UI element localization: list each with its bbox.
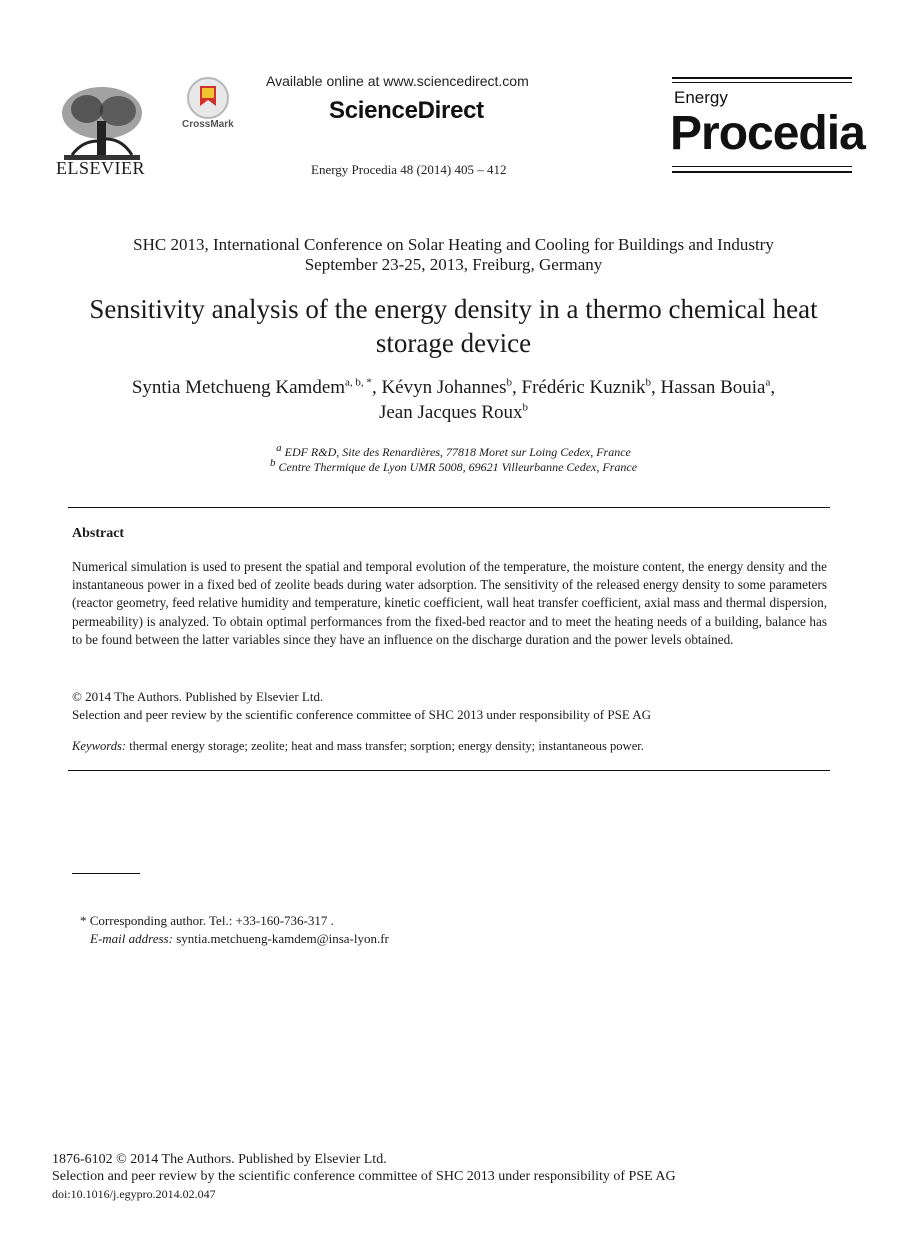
paper-title-continued: storage device xyxy=(375,328,532,358)
author-affiliation-marker: a, b, * xyxy=(345,376,372,389)
affiliation xyxy=(0,442,907,460)
keywords-list: thermal energy storage; zeolite; heat and mass transfer; sorption; energy density; instantaneous power. xyxy=(126,739,644,753)
email-label: E-mail address: xyxy=(90,931,173,946)
journal-logo-rule xyxy=(672,77,852,79)
conference-date-line: September 23-25, 2013, Freiburg, Germany xyxy=(304,255,603,274)
abstract-heading: Abstract xyxy=(72,526,125,541)
author-separator: , xyxy=(512,377,522,398)
keywords-label: Keywords: xyxy=(72,739,127,753)
author-separator: , xyxy=(371,377,382,398)
publisher-name: ELSEVIER xyxy=(56,158,145,178)
author-name: Frédéric Kuznik xyxy=(521,377,646,398)
crossmark-label: CrossMark xyxy=(182,119,234,130)
sciencedirect-logo: ScienceDirect xyxy=(329,97,484,124)
footer-doi[interactable]: doi:10.1016/j.egypro.2014.02.047 xyxy=(52,1187,216,1201)
author-affiliation-marker: b xyxy=(522,401,529,414)
journal-logo-rule xyxy=(672,166,852,167)
email-note xyxy=(90,931,389,947)
section-divider xyxy=(68,507,830,508)
footer-peer-review: Selection and peer review by the scientific conference committee of SHC 2013 under responsibility of PSE AG xyxy=(52,1169,676,1184)
journal-logo-rule xyxy=(672,82,852,83)
footnote-rule xyxy=(72,873,140,874)
authors-line xyxy=(0,377,907,399)
available-online-link[interactable]: Available online at www.sciencedirect.com xyxy=(266,73,529,89)
section-divider xyxy=(68,770,830,771)
journal-logo-big: Procedia xyxy=(670,107,865,160)
footer-issn-copyright: 1876-6102 © 2014 The Authors. Published by Elsevier Ltd. xyxy=(52,1152,387,1167)
journal-logo-rule xyxy=(672,171,852,173)
keywords xyxy=(72,739,644,754)
author-affiliation-marker: b xyxy=(506,376,512,389)
affiliation xyxy=(0,457,907,475)
conference-line: SHC 2013, International Conference on Solar Heating and Cooling for Buildings and Industry xyxy=(133,235,774,254)
affiliation-marker: a xyxy=(276,442,282,454)
author-affiliation-marker: b xyxy=(645,376,651,389)
corresponding-author-note: * Corresponding author. Tel.: +33-160-736-317 . xyxy=(80,913,334,928)
abstract-body: Numerical simulation is used to present the spatial and temporal evolution of the temperature, the moisture content, the energy density and the instantaneous power in a fixed bed of zeolite beads during water adsorption. The sensitivity of the released energy density to some parameters (reactor geometry, feed relative humidity and temperature, kinetic coefficient, wall heat transfer coefficient, axial mass and thermal dispersion, permeability) is analyzed. To obtain optimal performances from the fixed-bed reactor and to meet the heating needs of a building, balance has to be found between the latter variables since they have an influence on the discharge duration and the power levels obtained. xyxy=(72,559,827,647)
email-link[interactable]: syntia.metchueng-kamdem@insa-lyon.fr xyxy=(172,931,389,946)
affiliation-marker: b xyxy=(269,457,276,469)
affiliation-text: Centre Thermique de Lyon UMR 5008, 69621 Villeurbanne Cedex, France xyxy=(278,460,638,474)
journal-logo-small: Energy xyxy=(674,88,728,107)
author-separator: , xyxy=(650,377,661,398)
author-name: Syntia Metchueng Kamdem xyxy=(131,377,346,398)
author-separator: , xyxy=(770,377,776,398)
authors-line xyxy=(0,402,907,424)
copyright-line: © 2014 The Authors. Published by Elsevier Ltd. xyxy=(72,689,324,704)
author-name: Hassan Bouia xyxy=(660,377,766,398)
journal-citation: Energy Procedia 48 (2014) 405 – 412 xyxy=(311,162,507,177)
author-affiliation-marker: a xyxy=(765,376,771,389)
paper-title: Sensitivity analysis of the energy density in a thermo chemical heat xyxy=(89,294,818,324)
affiliation-text: EDF R&D, Site des Renardières, 77818 Moret sur Loing Cedex, France xyxy=(284,445,631,459)
author-name: Kévyn Johannes xyxy=(381,377,507,398)
author-name: Jean Jacques Roux xyxy=(378,402,523,423)
peer-review-line: Selection and peer review by the scientific conference committee of SHC 2013 under responsibility of PSE AG xyxy=(72,707,652,722)
